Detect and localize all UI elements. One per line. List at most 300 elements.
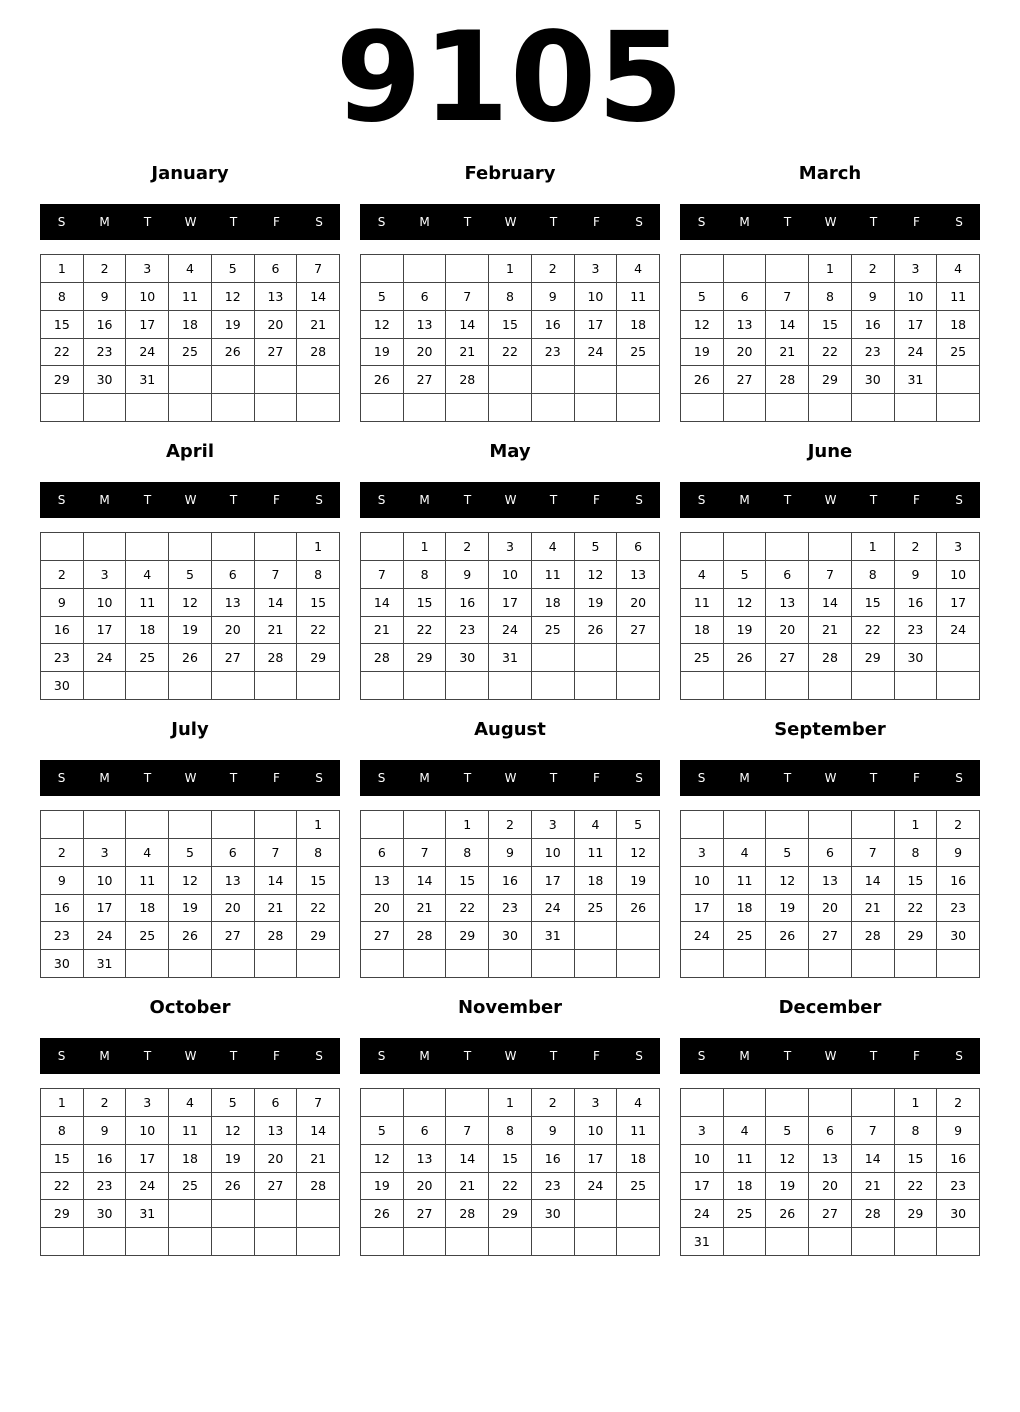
day-cell: 16 bbox=[937, 867, 980, 895]
day-cell: 8 bbox=[852, 561, 895, 589]
day-cell: 20 bbox=[724, 339, 767, 367]
weekday-header bbox=[680, 1038, 980, 1074]
day-cell: 1 bbox=[895, 1089, 938, 1117]
day-cell: 1 bbox=[446, 811, 489, 839]
day-cell: 30 bbox=[937, 1200, 980, 1228]
empty-cell bbox=[169, 811, 212, 839]
day-cell: 12 bbox=[361, 311, 404, 339]
weekday-label: M bbox=[99, 1049, 110, 1063]
day-grid bbox=[360, 1088, 660, 1256]
day-cell: 4 bbox=[169, 255, 212, 283]
day-cell: 5 bbox=[766, 1117, 809, 1145]
day-cell: 12 bbox=[169, 589, 212, 617]
weekday-header bbox=[360, 1038, 660, 1074]
day-cell: 25 bbox=[169, 1173, 212, 1201]
day-cell: 18 bbox=[169, 311, 212, 339]
day-cell: 18 bbox=[126, 895, 169, 923]
day-cell: 14 bbox=[809, 589, 852, 617]
day-cell: 27 bbox=[809, 1200, 852, 1228]
empty-cell bbox=[361, 533, 404, 561]
empty-cell bbox=[446, 950, 489, 978]
weekday-label: T bbox=[143, 1049, 152, 1063]
day-cell: 30 bbox=[532, 1200, 575, 1228]
weekday-label: W bbox=[184, 215, 197, 229]
empty-cell bbox=[617, 1228, 660, 1256]
day-cell: 19 bbox=[169, 617, 212, 645]
empty-cell bbox=[937, 366, 980, 394]
empty-cell bbox=[84, 533, 127, 561]
empty-cell bbox=[724, 1228, 767, 1256]
day-cell: 27 bbox=[809, 922, 852, 950]
day-cell: 6 bbox=[617, 533, 660, 561]
day-cell: 10 bbox=[681, 1145, 724, 1173]
weekday-header bbox=[680, 204, 980, 240]
day-cell: 7 bbox=[809, 561, 852, 589]
day-cell: 29 bbox=[895, 922, 938, 950]
empty-cell bbox=[404, 1228, 447, 1256]
day-cell: 7 bbox=[852, 1117, 895, 1145]
empty-cell bbox=[212, 1228, 255, 1256]
day-cell: 17 bbox=[126, 311, 169, 339]
day-cell: 17 bbox=[126, 1145, 169, 1173]
empty-cell bbox=[617, 950, 660, 978]
day-grid bbox=[40, 254, 340, 422]
day-cell: 19 bbox=[212, 311, 255, 339]
day-cell: 13 bbox=[617, 561, 660, 589]
day-cell: 25 bbox=[169, 339, 212, 367]
day-cell: 31 bbox=[84, 950, 127, 978]
day-cell: 4 bbox=[617, 255, 660, 283]
empty-cell bbox=[809, 811, 852, 839]
day-cell: 6 bbox=[255, 1089, 298, 1117]
day-cell: 24 bbox=[126, 1173, 169, 1201]
day-cell: 5 bbox=[724, 561, 767, 589]
weekday-label: S bbox=[315, 215, 323, 229]
day-cell: 27 bbox=[404, 1200, 447, 1228]
day-cell: 4 bbox=[617, 1089, 660, 1117]
empty-cell bbox=[766, 672, 809, 700]
day-cell: 24 bbox=[575, 1173, 618, 1201]
day-cell: 16 bbox=[41, 895, 84, 923]
day-cell: 28 bbox=[446, 366, 489, 394]
empty-cell bbox=[404, 255, 447, 283]
empty-cell bbox=[895, 1228, 938, 1256]
empty-cell bbox=[255, 366, 298, 394]
day-cell: 13 bbox=[255, 1117, 298, 1145]
weekday-label: F bbox=[273, 771, 280, 785]
day-cell: 23 bbox=[532, 339, 575, 367]
empty-cell bbox=[852, 394, 895, 422]
day-cell: 31 bbox=[489, 644, 532, 672]
day-cell: 8 bbox=[895, 1117, 938, 1145]
day-cell: 22 bbox=[404, 617, 447, 645]
month-title: July bbox=[171, 719, 209, 740]
day-cell: 9 bbox=[532, 1117, 575, 1145]
weekday-label: F bbox=[593, 493, 600, 507]
day-cell: 2 bbox=[937, 811, 980, 839]
day-cell: 15 bbox=[895, 1145, 938, 1173]
day-cell: 25 bbox=[681, 644, 724, 672]
day-cell: 2 bbox=[41, 561, 84, 589]
day-cell: 8 bbox=[489, 1117, 532, 1145]
day-cell: 13 bbox=[404, 1145, 447, 1173]
day-cell: 15 bbox=[895, 867, 938, 895]
empty-cell bbox=[84, 1228, 127, 1256]
empty-cell bbox=[404, 394, 447, 422]
day-cell: 9 bbox=[489, 839, 532, 867]
day-cell: 2 bbox=[84, 255, 127, 283]
empty-cell bbox=[41, 1228, 84, 1256]
empty-cell bbox=[255, 672, 298, 700]
day-cell: 11 bbox=[681, 589, 724, 617]
day-cell: 30 bbox=[84, 1200, 127, 1228]
weekday-label: S bbox=[635, 771, 643, 785]
weekday-header bbox=[40, 1038, 340, 1074]
empty-cell bbox=[169, 533, 212, 561]
day-cell: 8 bbox=[489, 283, 532, 311]
empty-cell bbox=[404, 811, 447, 839]
weekday-label: T bbox=[463, 1049, 472, 1063]
day-cell: 25 bbox=[937, 339, 980, 367]
empty-cell bbox=[575, 644, 618, 672]
weekday-label: M bbox=[419, 1049, 430, 1063]
day-cell: 8 bbox=[41, 283, 84, 311]
day-cell: 18 bbox=[937, 311, 980, 339]
weekday-label: T bbox=[549, 493, 558, 507]
day-cell: 3 bbox=[126, 1089, 169, 1117]
weekday-label: S bbox=[57, 215, 66, 229]
day-cell: 30 bbox=[937, 922, 980, 950]
day-cell: 12 bbox=[169, 867, 212, 895]
day-cell: 12 bbox=[724, 589, 767, 617]
day-cell: 24 bbox=[895, 339, 938, 367]
day-cell: 28 bbox=[852, 1200, 895, 1228]
weekday-header bbox=[40, 760, 340, 796]
day-cell: 27 bbox=[724, 366, 767, 394]
day-cell: 17 bbox=[84, 617, 127, 645]
day-cell: 18 bbox=[617, 1145, 660, 1173]
day-cell: 19 bbox=[169, 895, 212, 923]
empty-cell bbox=[361, 1089, 404, 1117]
day-cell: 14 bbox=[404, 867, 447, 895]
day-cell: 30 bbox=[895, 644, 938, 672]
day-cell: 30 bbox=[41, 672, 84, 700]
day-cell: 11 bbox=[617, 283, 660, 311]
day-cell: 25 bbox=[126, 922, 169, 950]
weekday-label: T bbox=[783, 215, 792, 229]
day-cell: 20 bbox=[766, 617, 809, 645]
day-cell: 18 bbox=[575, 867, 618, 895]
empty-cell bbox=[681, 1089, 724, 1117]
day-grid bbox=[40, 810, 340, 978]
day-cell: 26 bbox=[681, 366, 724, 394]
empty-cell bbox=[724, 950, 767, 978]
day-cell: 3 bbox=[681, 1117, 724, 1145]
month-title: January bbox=[151, 163, 229, 184]
day-cell: 14 bbox=[766, 311, 809, 339]
day-cell: 3 bbox=[575, 1089, 618, 1117]
weekday-label: T bbox=[229, 1049, 238, 1063]
day-cell: 23 bbox=[446, 617, 489, 645]
empty-cell bbox=[724, 672, 767, 700]
empty-cell bbox=[255, 394, 298, 422]
day-cell: 26 bbox=[617, 895, 660, 923]
empty-cell bbox=[297, 950, 340, 978]
empty-cell bbox=[446, 672, 489, 700]
day-cell: 21 bbox=[446, 339, 489, 367]
year-title: 9105 bbox=[335, 6, 685, 150]
day-cell: 10 bbox=[895, 283, 938, 311]
day-cell: 16 bbox=[41, 617, 84, 645]
weekday-header bbox=[40, 482, 340, 518]
day-cell: 30 bbox=[84, 366, 127, 394]
day-cell: 16 bbox=[446, 589, 489, 617]
day-cell: 21 bbox=[297, 1145, 340, 1173]
day-cell: 31 bbox=[126, 366, 169, 394]
weekday-label: W bbox=[504, 215, 517, 229]
day-cell: 18 bbox=[169, 1145, 212, 1173]
weekday-label: T bbox=[549, 215, 558, 229]
day-cell: 9 bbox=[84, 1117, 127, 1145]
day-cell: 23 bbox=[937, 895, 980, 923]
day-cell: 19 bbox=[361, 1173, 404, 1201]
day-cell: 11 bbox=[937, 283, 980, 311]
day-cell: 20 bbox=[255, 1145, 298, 1173]
day-cell: 12 bbox=[766, 867, 809, 895]
day-cell: 8 bbox=[809, 283, 852, 311]
day-cell: 16 bbox=[532, 311, 575, 339]
weekday-label: T bbox=[869, 493, 878, 507]
empty-cell bbox=[126, 533, 169, 561]
empty-cell bbox=[212, 533, 255, 561]
empty-cell bbox=[297, 1200, 340, 1228]
day-cell: 19 bbox=[681, 339, 724, 367]
weekday-label: S bbox=[955, 215, 963, 229]
day-cell: 28 bbox=[297, 1173, 340, 1201]
day-cell: 9 bbox=[41, 867, 84, 895]
day-cell: 1 bbox=[809, 255, 852, 283]
day-cell: 22 bbox=[297, 617, 340, 645]
day-cell: 1 bbox=[41, 1089, 84, 1117]
day-cell: 2 bbox=[852, 255, 895, 283]
day-cell: 5 bbox=[361, 1117, 404, 1145]
empty-cell bbox=[617, 394, 660, 422]
day-cell: 27 bbox=[404, 366, 447, 394]
day-cell: 10 bbox=[532, 839, 575, 867]
day-cell: 24 bbox=[937, 617, 980, 645]
day-cell: 5 bbox=[766, 839, 809, 867]
day-cell: 2 bbox=[489, 811, 532, 839]
day-cell: 24 bbox=[489, 617, 532, 645]
empty-cell bbox=[84, 394, 127, 422]
day-cell: 14 bbox=[852, 1145, 895, 1173]
weekday-label: S bbox=[955, 771, 963, 785]
day-cell: 16 bbox=[532, 1145, 575, 1173]
day-cell: 29 bbox=[297, 922, 340, 950]
day-cell: 23 bbox=[532, 1173, 575, 1201]
day-cell: 2 bbox=[532, 1089, 575, 1117]
day-cell: 23 bbox=[41, 644, 84, 672]
day-cell: 2 bbox=[84, 1089, 127, 1117]
day-cell: 27 bbox=[255, 339, 298, 367]
day-cell: 29 bbox=[489, 1200, 532, 1228]
day-cell: 10 bbox=[84, 867, 127, 895]
day-cell: 7 bbox=[852, 839, 895, 867]
day-cell: 28 bbox=[361, 644, 404, 672]
day-cell: 30 bbox=[446, 644, 489, 672]
day-cell: 3 bbox=[895, 255, 938, 283]
day-grid bbox=[360, 810, 660, 978]
empty-cell bbox=[361, 672, 404, 700]
empty-cell bbox=[681, 950, 724, 978]
empty-cell bbox=[41, 394, 84, 422]
day-cell: 23 bbox=[84, 339, 127, 367]
month-title: March bbox=[798, 163, 862, 184]
day-cell: 13 bbox=[809, 1145, 852, 1173]
day-cell: 3 bbox=[84, 561, 127, 589]
weekday-label: S bbox=[315, 1049, 323, 1063]
day-cell: 6 bbox=[766, 561, 809, 589]
day-cell: 12 bbox=[617, 839, 660, 867]
day-cell: 24 bbox=[84, 922, 127, 950]
empty-cell bbox=[169, 1200, 212, 1228]
weekday-label: F bbox=[913, 493, 920, 507]
day-cell: 12 bbox=[766, 1145, 809, 1173]
day-cell: 22 bbox=[809, 339, 852, 367]
day-cell: 17 bbox=[895, 311, 938, 339]
weekday-label: S bbox=[57, 493, 66, 507]
day-cell: 6 bbox=[255, 255, 298, 283]
day-cell: 28 bbox=[404, 922, 447, 950]
day-cell: 20 bbox=[212, 617, 255, 645]
day-cell: 29 bbox=[809, 366, 852, 394]
empty-cell bbox=[766, 811, 809, 839]
day-cell: 25 bbox=[575, 895, 618, 923]
day-cell: 27 bbox=[617, 617, 660, 645]
empty-cell bbox=[617, 644, 660, 672]
day-cell: 15 bbox=[297, 589, 340, 617]
day-cell: 31 bbox=[532, 922, 575, 950]
day-cell: 13 bbox=[809, 867, 852, 895]
day-cell: 26 bbox=[361, 1200, 404, 1228]
day-cell: 5 bbox=[212, 255, 255, 283]
day-cell: 17 bbox=[575, 1145, 618, 1173]
day-cell: 27 bbox=[361, 922, 404, 950]
weekday-label: T bbox=[783, 771, 792, 785]
empty-cell bbox=[895, 672, 938, 700]
day-cell: 24 bbox=[681, 922, 724, 950]
day-cell: 5 bbox=[617, 811, 660, 839]
day-cell: 26 bbox=[169, 922, 212, 950]
day-cell: 1 bbox=[852, 533, 895, 561]
empty-cell bbox=[361, 394, 404, 422]
day-cell: 8 bbox=[297, 839, 340, 867]
empty-cell bbox=[126, 950, 169, 978]
day-cell: 23 bbox=[852, 339, 895, 367]
weekday-label: W bbox=[504, 771, 517, 785]
day-cell: 5 bbox=[169, 839, 212, 867]
weekday-label: T bbox=[143, 215, 152, 229]
weekday-label: S bbox=[697, 1049, 706, 1063]
empty-cell bbox=[724, 811, 767, 839]
day-cell: 15 bbox=[41, 1145, 84, 1173]
empty-cell bbox=[489, 950, 532, 978]
day-cell: 4 bbox=[575, 811, 618, 839]
empty-cell bbox=[532, 1228, 575, 1256]
day-cell: 31 bbox=[895, 366, 938, 394]
empty-cell bbox=[126, 394, 169, 422]
weekday-label: T bbox=[463, 771, 472, 785]
month-title: August bbox=[474, 719, 546, 740]
day-cell: 7 bbox=[255, 839, 298, 867]
weekday-label: T bbox=[229, 771, 238, 785]
weekday-label: T bbox=[143, 493, 152, 507]
day-cell: 11 bbox=[617, 1117, 660, 1145]
day-cell: 6 bbox=[809, 1117, 852, 1145]
weekday-label: F bbox=[913, 771, 920, 785]
day-cell: 7 bbox=[446, 1117, 489, 1145]
day-cell: 9 bbox=[84, 283, 127, 311]
day-cell: 9 bbox=[446, 561, 489, 589]
day-cell: 6 bbox=[212, 561, 255, 589]
weekday-label: W bbox=[504, 1049, 517, 1063]
month-title: April bbox=[165, 441, 215, 462]
day-cell: 22 bbox=[895, 1173, 938, 1201]
empty-cell bbox=[489, 1228, 532, 1256]
empty-cell bbox=[809, 672, 852, 700]
day-cell: 12 bbox=[681, 311, 724, 339]
day-cell: 20 bbox=[809, 895, 852, 923]
day-cell: 18 bbox=[724, 1173, 767, 1201]
day-cell: 28 bbox=[809, 644, 852, 672]
empty-cell bbox=[766, 255, 809, 283]
day-cell: 7 bbox=[297, 1089, 340, 1117]
empty-cell bbox=[255, 950, 298, 978]
empty-cell bbox=[361, 811, 404, 839]
day-cell: 14 bbox=[446, 311, 489, 339]
empty-cell bbox=[41, 811, 84, 839]
day-cell: 4 bbox=[937, 255, 980, 283]
day-cell: 10 bbox=[126, 1117, 169, 1145]
day-cell: 8 bbox=[41, 1117, 84, 1145]
weekday-label: T bbox=[869, 1049, 878, 1063]
weekday-label: F bbox=[593, 771, 600, 785]
day-cell: 8 bbox=[895, 839, 938, 867]
day-cell: 3 bbox=[681, 839, 724, 867]
weekday-label: S bbox=[955, 1049, 963, 1063]
day-cell: 27 bbox=[255, 1173, 298, 1201]
day-cell: 26 bbox=[361, 366, 404, 394]
day-cell: 30 bbox=[852, 366, 895, 394]
day-cell: 20 bbox=[809, 1173, 852, 1201]
day-cell: 23 bbox=[895, 617, 938, 645]
empty-cell bbox=[212, 672, 255, 700]
day-cell: 3 bbox=[532, 811, 575, 839]
day-cell: 13 bbox=[212, 589, 255, 617]
day-cell: 18 bbox=[724, 895, 767, 923]
empty-cell bbox=[617, 1200, 660, 1228]
month-title: December bbox=[778, 997, 882, 1018]
day-cell: 24 bbox=[84, 644, 127, 672]
day-cell: 30 bbox=[489, 922, 532, 950]
empty-cell bbox=[766, 1228, 809, 1256]
day-cell: 10 bbox=[575, 1117, 618, 1145]
day-cell: 17 bbox=[681, 895, 724, 923]
day-cell: 15 bbox=[809, 311, 852, 339]
day-cell: 16 bbox=[937, 1145, 980, 1173]
day-cell: 4 bbox=[681, 561, 724, 589]
empty-cell bbox=[575, 922, 618, 950]
